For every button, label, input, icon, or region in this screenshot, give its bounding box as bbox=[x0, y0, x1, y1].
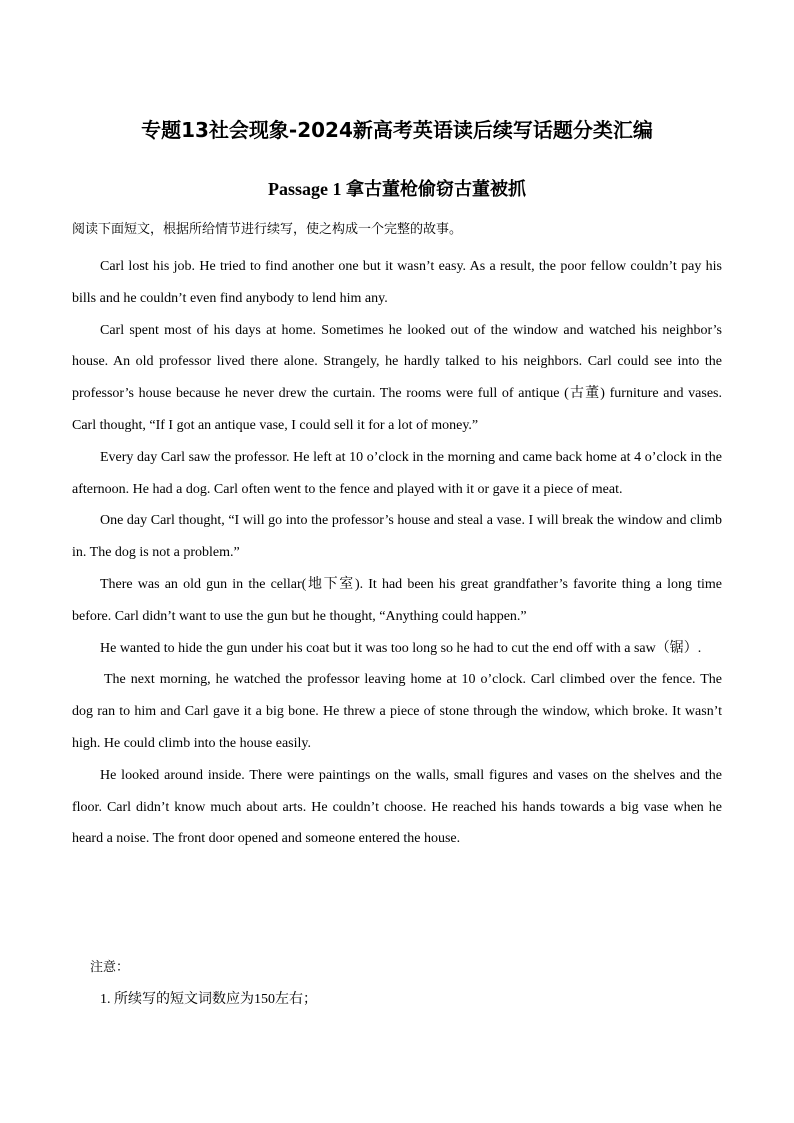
notes-section bbox=[72, 952, 722, 1016]
paragraph-3: Every day Carl saw the professor. He left at 10 o’clock in the morning and came back home at 4 o’clock in the afternoon. He had a dog. Carl often went to the fence and played with it or gave it a piece of meat. bbox=[72, 449, 722, 497]
paragraph-2: Carl spent most of his days at home. Sometimes he looked out of the window and watched his neighbor’s house. An old professor lived there alone. Strangely, he hardly talked to his neighbors. Carl could see into the professor’s house because he never drew the curtain. The rooms were full of antique (古董) furniture and vases. Carl thought, “If I got an antique vase, I could sell it for a lot of money.” bbox=[72, 322, 722, 433]
instruction-text: 阅读下面短文，根据所给情节进行续写，使之构成一个完整的故事。 bbox=[72, 222, 463, 237]
passage-body bbox=[72, 251, 722, 855]
paragraph-6: He wanted to hide the gun under his coat but it was too long so he had to cut the end off with a saw（锯）. bbox=[100, 640, 702, 656]
notes-label: 注意： bbox=[90, 960, 130, 975]
paragraph-7: The next morning, he watched the professor leaving home at 10 o’clock. Carl climbed over the fence. The dog ran to him and Carl gave it a big bone. He threw a piece of stone through the window, which broke. It wasn’t high. He could climb into the house easily. bbox=[72, 672, 722, 751]
paragraph-4: One day Carl thought, “I will go into the professor’s house and steal a vase. I will break the window and climb in. The dog is not a problem.” bbox=[72, 513, 722, 561]
document-title: 专题13社会现象-2024新高考英语读后续写话题分类汇编 bbox=[141, 118, 653, 142]
passage-title: Passage 1 拿古董枪偷窃古董被抓 bbox=[268, 179, 526, 199]
paragraph-1: Carl lost his job. He tried to find another one but it wasn’t easy. As a result, the poor fellow couldn’t pay his bills and he couldn’t even find anybody to lend him any. bbox=[72, 259, 722, 306]
paragraph-8: He looked around inside. There were paintings on the walls, small figures and vases on the shelves and the floor. Carl didn’t know much about arts. He couldn’t choose. He reached his hands towards a big vase when he heard a noise. The front door opened and someone entered the house. bbox=[72, 767, 722, 847]
paragraph-5: There was an old gun in the cellar(地下室). It had been his great grandfather’s favorite thing a long time before. Carl didn’t want to use the gun but he thought, “Anything could happen.” bbox=[72, 576, 722, 624]
note-item-1: 1. 所续写的短文词数应为150左右； bbox=[100, 992, 317, 1007]
